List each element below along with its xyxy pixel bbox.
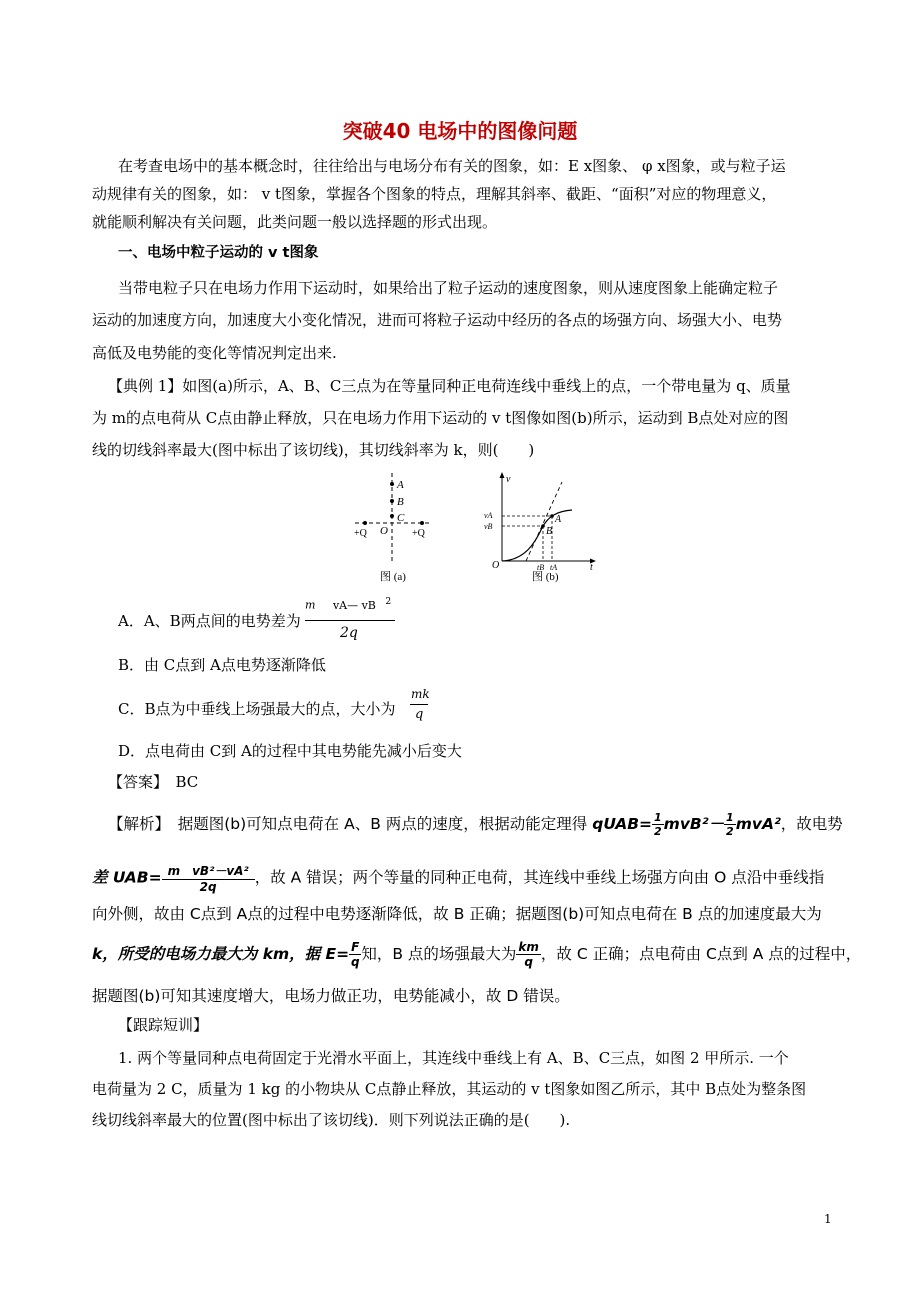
fig-a-label-B: B <box>397 496 404 508</box>
fig-b-label-vA: vA <box>484 511 493 520</box>
intro-line-3: 就能顺利解决有关问题，此类问题一般以选择题的形式出现。 <box>92 213 498 231</box>
option-b: B．由 C点到 A点电势逐渐降低 <box>118 656 326 674</box>
fig-b-label-t: t <box>590 562 593 573</box>
figure-b <box>480 468 605 586</box>
fig-a-label-O: O <box>380 525 388 537</box>
fig-b-label-tA: tA <box>550 563 558 572</box>
fig-a-label-A: A <box>397 479 404 491</box>
answer: 【答案】 BC <box>108 773 199 791</box>
fig-b-label-O: O <box>492 560 500 571</box>
section-heading: 一、电场中粒子运动的 v t图象 <box>118 245 319 261</box>
option-a-text: A．A、B两点间的电势差为 <box>118 612 301 630</box>
section-line-1: 当带电粒子只在电场力作用下运动时，如果给出了粒子运动的速度图象，则从速度图象上能确定粒子 <box>118 279 779 297</box>
fig-a-label-q-left: +Q <box>354 528 367 539</box>
q1-line-1: 1. 两个等量同种点电荷固定于光滑水平面上，其连线中垂线上有 A、B、C三点，如图 2 甲所示. 一个 <box>118 1049 789 1067</box>
example-line-3: 线的切线斜率最大(图中标出了该切线)，其切线斜率为 k，则( ) <box>92 441 535 459</box>
fig-b-label-vB: vB <box>484 522 493 531</box>
section-line-2: 运动的加速度方向，加速度大小变化情况，进而可将粒子运动中经历的各点的场强方向、场强大小、电势 <box>92 311 783 329</box>
page-number: 1 <box>824 1212 832 1226</box>
option-a-numerator: m vA— vB $^2$ <box>305 596 392 612</box>
page-title: 突破40 电场中的图像问题 <box>342 119 578 143</box>
example-line-2: 为 m的点电荷从 C点由静止释放，只在电场力作用下运动的 v t图像如图(b)所示，运动到 B点处对应的图 <box>92 409 789 427</box>
option-c-text: C．B点为中垂线上场强最大的点，大小为 <box>118 700 396 718</box>
section-line-3: 高低及电势能的变化等情况判定出来. <box>92 344 337 362</box>
followup-header: 【跟踪短训】 <box>118 1016 209 1034</box>
q1-line-3: 线切线斜率最大的位置(图中标出了该切线)．则下列说法正确的是( ). <box>92 1111 571 1129</box>
analysis-line-4: k，所受的电场力最大为 km，据 E= $\frac{F}{q}$ 知，B 点的场强最大为 $\frac{km}{q}$ ，故 C 正确；点电荷由 C点到 A 点的过程中， <box>92 940 862 969</box>
q1-line-2: 电荷量为 2 C，质量为 1 kg 的小物块从 C点静止释放，其运动的 v t图象如图乙所示，其中 B点处为整条图 <box>92 1080 807 1098</box>
fig-b-label-B: B <box>546 526 553 537</box>
fig-a-label-q-right: +Q <box>412 528 425 539</box>
analysis-line-5: 据题图(b)可知其速度增大，电场力做正功，电势能减小，故 D 错误。 <box>92 987 570 1005</box>
fig-b-label-A: A <box>555 514 562 525</box>
example-line-1: 【典例 1】如图(a)所示，A、B、C三点为在等量同种正电荷连线中垂线上的点，一个带电量为 q、质量 <box>108 377 791 395</box>
analysis-line-2: 差 UAB= $\frac{\text{m vB²－vA²}}{2q}$ ，故 A 错误；两个等量的同种正电荷，其连线中垂线上场强方向由 O 点沿中垂线指 <box>92 864 825 894</box>
option-a-fraction-bar <box>305 620 395 621</box>
fig-b-label-v: v <box>506 474 511 485</box>
figure-a <box>350 468 440 586</box>
option-d: D．点电荷由 C到 A的过程中其电势能先减小后变大 <box>118 742 462 760</box>
fig-b-caption: 图 (b) <box>532 571 559 583</box>
fig-b-label-tB: tB <box>537 563 545 572</box>
option-c-numerator: mk <box>411 687 430 701</box>
intro-line-2: 动规律有关的图象，如： v t图象，掌握各个图象的特点，理解其斜率、截距、“面积”对应的物理意义， <box>92 185 777 203</box>
fig-a-caption: 图 (a) <box>380 571 406 583</box>
option-a-denominator: 2q <box>340 625 358 641</box>
analysis-line-3: 向外侧，故由 C点到 A点的过程中电势逐渐降低，故 B 正确；据题图(b)可知点电荷在 B 点的加速度最大为 <box>92 905 822 923</box>
option-c-denominator: q <box>415 707 424 722</box>
option-c-fraction-bar <box>410 704 428 705</box>
fig-a-label-C: C <box>397 512 405 524</box>
analysis-line-1: 【解析】 据题图(b)可知点电荷在 A、B 两点的速度，根据动能定理得 qUAB= $\frac{1}{2}$ mvB²－ $\frac{1}{2}$ mvA²，故电势 <box>108 811 843 838</box>
intro-line-1: 在考查电场中的基本概念时，往往给出与电场分布有关的图象，如：E x图象、 φ x图象，或与粒子运 <box>118 157 786 175</box>
